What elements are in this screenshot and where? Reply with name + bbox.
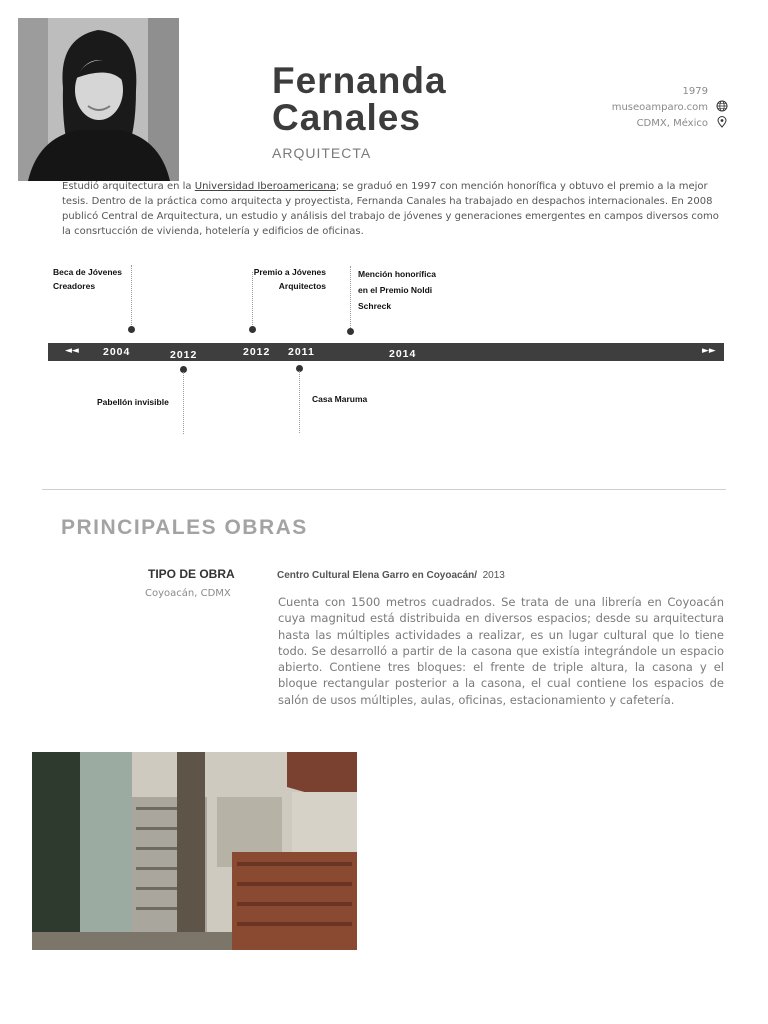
contact-icons	[716, 100, 730, 132]
timeline-event-beca: Beca de Jóvenes Creadores	[53, 267, 122, 291]
timeline-event-pabellon: Pabellón invisible	[97, 397, 169, 407]
name-first: Fernanda	[272, 60, 447, 101]
work-location: Coyoacán, CDMX	[145, 588, 231, 599]
timeline-dot	[347, 328, 354, 335]
work-description: Cuenta con 1500 metros cuadrados. Se trata de una librería en Coyoacán cuya magnitud está distribuida en diversos espacios; desde su arquitectura hasta las múltiples actividades a realizar, es un lugar cultural que lo tiene todo. Se desarrolló a partir de la casona que existía integrándole un espacio abierto. Contiene tres bloques: el frente de triple altura, la casona y el bloque rectangular posterior a la casona, el cual contiene los espacios de salón de usos múltiples, aulas, oficinas, estacionamiento y cafetería.	[278, 595, 724, 707]
work-photo	[32, 752, 357, 950]
work-title-text: Centro Cultural Elena Garro en Coyoacán/	[277, 570, 478, 581]
timeline-event-premio: Premio a Jóvenes Arquitectos	[253, 267, 326, 291]
timeline-connector	[299, 371, 300, 433]
work-type-label: TIPO DE OBRA	[148, 567, 235, 581]
contact-year: 1979	[682, 86, 708, 97]
timeline-event-casa-maruma: Casa Maruma	[312, 394, 368, 404]
globe-icon	[716, 100, 728, 112]
timeline-bar	[48, 343, 724, 361]
person-name	[272, 62, 447, 136]
work-year: 2013	[482, 570, 505, 581]
timeline-year: 2011	[288, 346, 315, 358]
timeline-connector	[183, 372, 184, 434]
bio-part2: ; se graduó en 1997 con mención honorífica y obtuvo el premio a la mejor tesis. Dentro de la práctica como arquitecta y proyectista, Fernanda Canales ha trabajado en despachos internacionales. En 2008 publicó Central de Arquitectura, un estudio y análisis del trabajo de jóvenes y generaciones emergentes en campos diversos como la consrtucción de vivienda, hotelería y edificios de oficinas.	[62, 181, 719, 237]
timeline-event-mencion: Mención honorífica en el Premio Noldi Schreck	[358, 269, 436, 311]
timeline-prev-icon[interactable]: ◄◄	[65, 346, 79, 356]
timeline-dot	[128, 326, 135, 333]
timeline-year: 2012	[243, 346, 271, 358]
timeline-connector	[131, 265, 132, 327]
portrait-photo	[18, 18, 179, 181]
timeline-year: 2012	[170, 349, 198, 361]
contact-website[interactable]: museoamparo.com	[611, 102, 708, 113]
timeline-next-icon[interactable]: ►►	[702, 346, 716, 356]
timeline-year: 2004	[103, 346, 131, 358]
timeline-dot	[249, 326, 256, 333]
contact-location: CDMX, México	[636, 118, 708, 129]
timeline-connector	[350, 266, 351, 328]
name-last: Canales	[272, 97, 421, 138]
person-role: ARQUITECTA	[272, 145, 372, 161]
contact-info	[612, 84, 708, 132]
section-divider	[42, 489, 726, 490]
timeline-year: 2014	[389, 348, 417, 360]
biography	[62, 179, 728, 239]
section-title: PRINCIPALES OBRAS	[61, 516, 308, 539]
bio-part1: Estudió arquitectura en la	[62, 181, 195, 192]
university-link[interactable]: Universidad Iberoamericana	[194, 181, 336, 192]
map-pin-icon	[716, 116, 728, 128]
work-title	[277, 570, 505, 581]
timeline-connector	[252, 272, 253, 327]
